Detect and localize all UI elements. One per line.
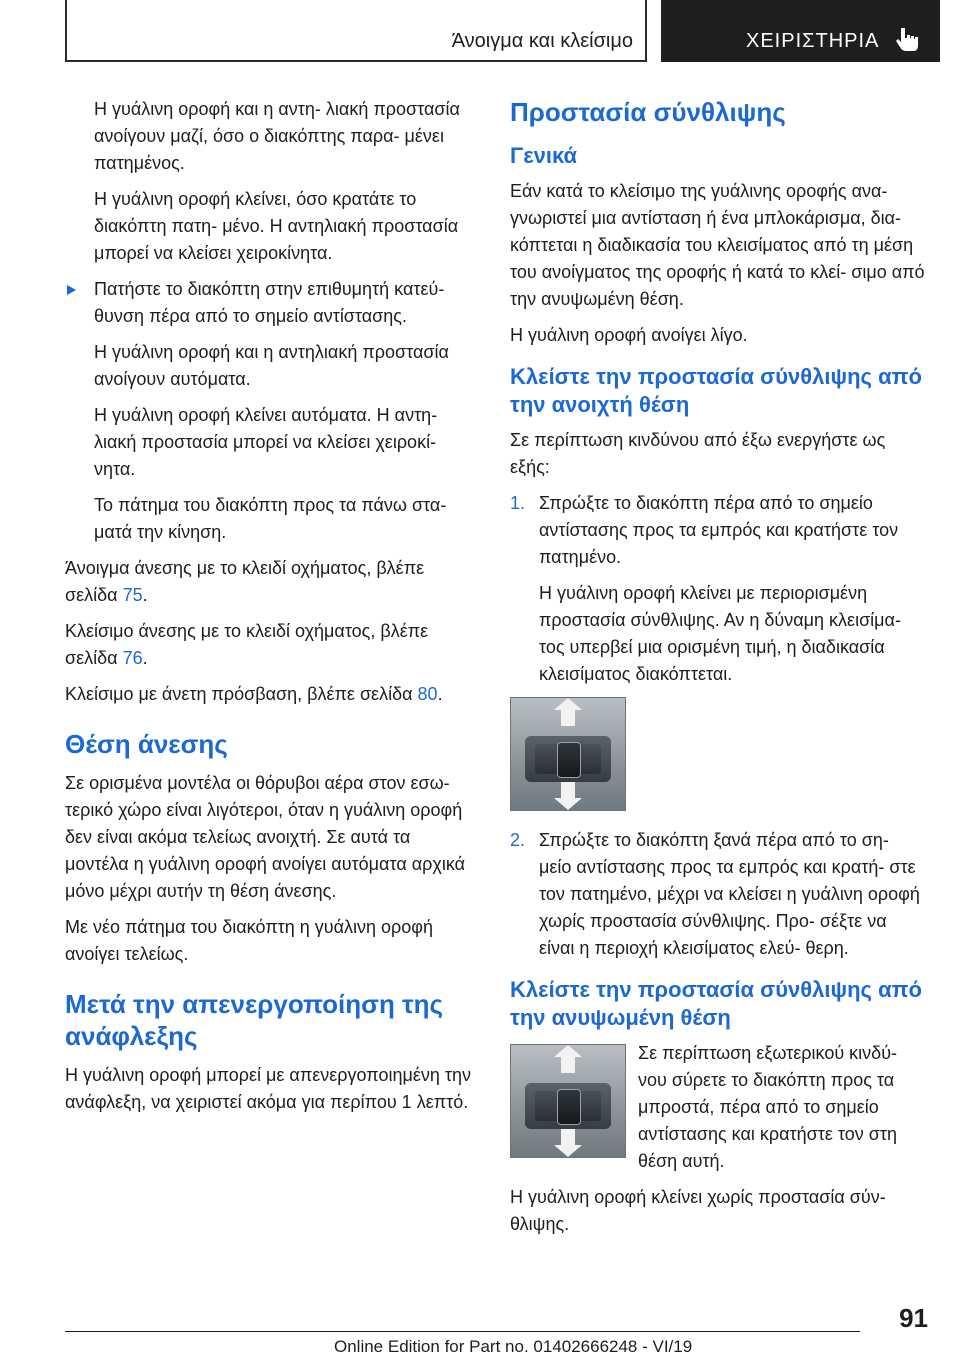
- raised-paragraph-2: Η γυάλινη οροφή κλείνει χωρίς προστασία σύν- θλιψης.: [510, 1187, 886, 1234]
- ignition-paragraph: Η γυάλινη οροφή μπορεί με απενεργοποιημένη την ανάφλεξη, να χειριστεί ακόμα για περίπου 1 λεπτό.: [65, 1065, 471, 1112]
- right-column: [510, 96, 925, 1247]
- heading-close-from-raised: Κλείστε την προστασία σύνθλιψης από την ανυψωμένη θέση: [510, 977, 922, 1030]
- general-paragraph-2: Η γυάλινη οροφή ανοίγει λίγο.: [510, 325, 748, 345]
- roof-switch-illustration: [510, 697, 626, 811]
- switch-image-1: [510, 697, 925, 811]
- step-result-2: Η γυάλινη οροφή κλείνει αυτόματα. Η αντη- λιακή προστασία μπορεί να κλείσει χειροκί- νητα.: [94, 405, 438, 479]
- heading-close-from-open: Κλείστε την προστασία σύνθλιψης από την ανοιχτή θέση: [510, 364, 922, 417]
- page-link-80[interactable]: 80: [417, 684, 438, 704]
- step-2-text: Σπρώξτε το διακόπτη ξανά πέρα από το ση- μείο αντίστασης προς τα εμπρός και κρατή- στε τον πατημένο, μέχρι να κλείσει η γυάλινη οροφή χωρίς προστασία σύνθλιψης. Προ- σέξτε να είναι η περιοχή κλεισίματος ελεύ- θερη.: [539, 830, 920, 958]
- numbered-step-2: [510, 827, 925, 962]
- step-text: Πατήστε το διακόπτη στην επιθυμητή κατεύ- θυνση πέρα από το σημείο αντίστασης.: [94, 279, 445, 326]
- heading-pinch-protection: Προστασία σύνθλιψης: [510, 97, 786, 127]
- step-result-3: Το πάτημα του διακόπτη προς τα πάνω στα- ματά την κίνηση.: [94, 495, 447, 542]
- step-triangle-icon: [67, 285, 76, 295]
- header-chapter: [661, 0, 940, 62]
- chapter-title: ΧΕΙΡΙΣΤΗΡΙΑ: [746, 30, 880, 52]
- page-link-75[interactable]: 75: [122, 585, 143, 605]
- step-1-result: Η γυάλινη οροφή κλείνει με περιορισμένη προστασία σύνθλιψης. Αν η δύναμη κλεισίμα- τος υπερβεί μια ορισμένη τιμή, η διαδικασία κλεισίματος διακόπτεται.: [539, 583, 901, 684]
- close-open-intro: Σε περίπτωση κινδύνου από έξω ενεργήστε ως εξής:: [510, 430, 886, 477]
- header-section: [65, 0, 647, 62]
- comfort-paragraph-2: Με νέο πάτημα του διακόπτη η γυάλινη οροφή ανοίγει τελείως.: [65, 917, 433, 964]
- reference-comfort-open: Άνοιγμα άνεσης με το κλειδί οχήματος, βλέπε σελίδα 75.: [65, 558, 425, 605]
- step-number-1: 1.: [510, 493, 526, 513]
- footer-edition: Online Edition for Part no. 01402666248 - VI/19: [334, 1337, 693, 1356]
- hand-pointer-icon: [895, 26, 921, 52]
- heading-general: Γενικά: [510, 143, 578, 168]
- step-1-text: Σπρώξτε το διακόπτη πέρα από το σημείο αντίστασης προς τα εμπρός και κρατήστε τον πατημένο.: [539, 493, 899, 567]
- left-column: [65, 96, 477, 1125]
- step-number-2: 2.: [510, 830, 526, 850]
- general-paragraph-1: Εάν κατά το κλείσιμο της γυάλινης οροφής ανα- γνωριστεί μια αντίσταση ή ένα μπλοκάρισμα, δια- κόπτεται η διαδικασία του κλεισίματος από τη μέση του ανοίγματος της οροφής ή κατά το κλεί- σιμο από την ανυψωμένη θέση.: [510, 181, 925, 309]
- reference-comfort-close: Κλείσιμο άνεσης με το κλειδί οχήματος, βλέπε σελίδα 76.: [65, 621, 429, 668]
- step-item: [65, 276, 477, 546]
- heading-after-ignition: Μετά την απενεργοποίηση της ανάφλεξης: [65, 989, 444, 1051]
- page-link-76[interactable]: 76: [122, 648, 143, 668]
- roof-switch-illustration-2: [510, 1044, 626, 1158]
- reference-comfort-access: Κλείσιμο με άνετη πρόσβαση, βλέπε σελίδα 80.: [65, 684, 443, 704]
- comfort-paragraph-1: Σε ορισμένα μοντέλα οι θόρυβοι αέρα στον εσω- τερικό χώρο είναι λιγότεροι, όταν η γυάλινη οροφή δεν είναι ακόμα τελείως ανοιχτή. Σε αυτά τα μοντέλα η γυάλινη οροφή ανοίγει αυτόματα αρχικά μόνο μέχρι αυτήν τη θέση άνεσης.: [65, 773, 465, 901]
- footer-divider: [65, 1331, 860, 1332]
- raised-paragraph-1: Σε περίπτωση εξωτερικού κινδύ- νου σύρετε το διακόπτη προς τα μπροστά, πέρα από το σημείο αντίστασης και κρατήστε τον στη θέση αυτή.: [638, 1043, 898, 1171]
- step-result-1: Η γυάλινη οροφή και η αντηλιακή προστασία ανοίγουν αυτόματα.: [94, 342, 449, 389]
- numbered-step-1: [510, 490, 925, 688]
- intro-paragraph-1: Η γυάλινη οροφή και η αντη- λιακή προστασία ανοίγουν μαζί, όσο ο διακόπτης παρα- μένει πατημένος.: [94, 99, 460, 173]
- page-number: 91: [899, 1303, 928, 1333]
- section-title: Άνοιγμα και κλείσιμο: [451, 30, 633, 52]
- intro-paragraph-2: Η γυάλινη οροφή κλείνει, όσο κρατάτε το διακόπτη πατη- μένο. Η αντηλιακή προστασία μπορεί να κλείσει χειροκίνητα.: [94, 189, 459, 263]
- heading-comfort-position: Θέση άνεσης: [65, 729, 228, 759]
